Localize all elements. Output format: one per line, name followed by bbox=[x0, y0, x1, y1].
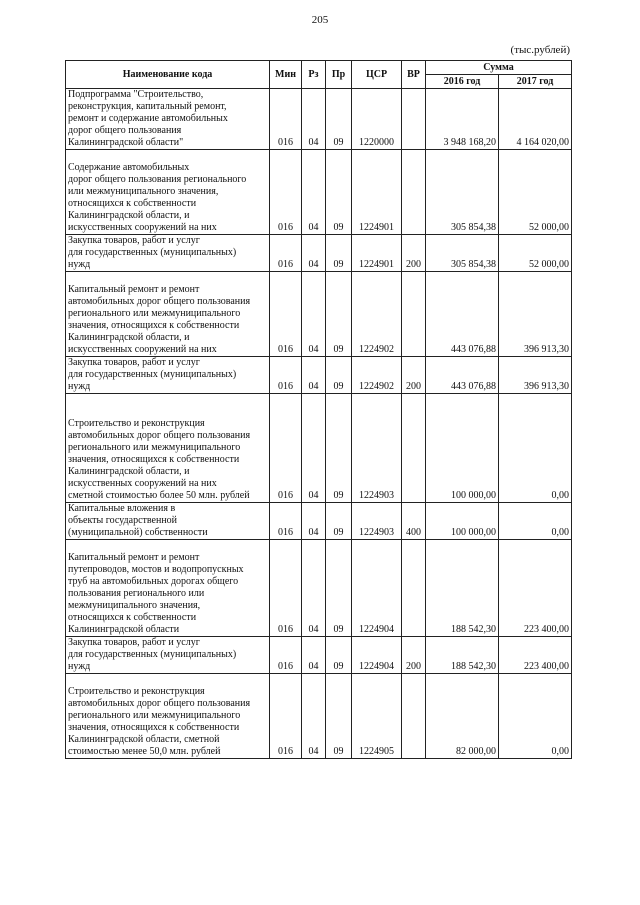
cell-y2016: 443 076,88 bbox=[426, 272, 499, 357]
header-sum: Сумма bbox=[426, 61, 572, 75]
cell-rz: 04 bbox=[302, 674, 326, 759]
header-2017: 2017 год bbox=[499, 75, 572, 89]
cell-pr: 09 bbox=[326, 503, 352, 540]
cell-rz: 04 bbox=[302, 540, 326, 637]
cell-name: Закупка товаров, работ и услуг для государственных (муниципальных) нужд bbox=[66, 357, 270, 394]
cell-rz: 04 bbox=[302, 89, 326, 150]
table-row bbox=[66, 150, 572, 235]
cell-min: 016 bbox=[270, 674, 302, 759]
cell-y2017: 52 000,00 bbox=[499, 150, 572, 235]
cell-y2017: 0,00 bbox=[499, 503, 572, 540]
table-row bbox=[66, 272, 572, 357]
cell-csr: 1224901 bbox=[352, 235, 402, 272]
cell-y2016: 305 854,38 bbox=[426, 150, 499, 235]
cell-min: 016 bbox=[270, 540, 302, 637]
table-row bbox=[66, 357, 572, 394]
cell-name: Строительство и реконструкция автомобильных дорог общего пользования регионального или межмуниципального значения, относящихся к собственности Калининградской области, и искусственных сооружений на них сметной стоимостью более 50 млн. рублей bbox=[66, 394, 270, 503]
cell-vr: 400 bbox=[402, 503, 426, 540]
cell-y2016: 188 542,30 bbox=[426, 540, 499, 637]
budget-table bbox=[65, 60, 572, 759]
cell-name: Капитальные вложения в объекты государственной (муниципальной) собственности bbox=[66, 503, 270, 540]
cell-y2017: 52 000,00 bbox=[499, 235, 572, 272]
cell-y2017: 223 400,00 bbox=[499, 540, 572, 637]
cell-rz: 04 bbox=[302, 357, 326, 394]
cell-pr: 09 bbox=[326, 637, 352, 674]
cell-min: 016 bbox=[270, 637, 302, 674]
cell-csr: 1224905 bbox=[352, 674, 402, 759]
cell-min: 016 bbox=[270, 235, 302, 272]
units-label: (тыс.рублей) bbox=[510, 44, 570, 56]
cell-min: 016 bbox=[270, 150, 302, 235]
cell-y2016: 82 000,00 bbox=[426, 674, 499, 759]
cell-y2016: 100 000,00 bbox=[426, 394, 499, 503]
cell-min: 016 bbox=[270, 357, 302, 394]
cell-rz: 04 bbox=[302, 272, 326, 357]
cell-y2016: 305 854,38 bbox=[426, 235, 499, 272]
header-csr: ЦСР bbox=[352, 61, 402, 89]
cell-min: 016 bbox=[270, 272, 302, 357]
table-row bbox=[66, 637, 572, 674]
table-row bbox=[66, 89, 572, 150]
cell-y2017: 0,00 bbox=[499, 674, 572, 759]
header-rz: Рз bbox=[302, 61, 326, 89]
cell-vr bbox=[402, 89, 426, 150]
cell-y2016: 3 948 168,20 bbox=[426, 89, 499, 150]
cell-vr: 200 bbox=[402, 637, 426, 674]
table-body bbox=[66, 89, 572, 759]
cell-vr bbox=[402, 150, 426, 235]
cell-csr: 1224901 bbox=[352, 150, 402, 235]
cell-y2017: 396 913,30 bbox=[499, 357, 572, 394]
cell-min: 016 bbox=[270, 394, 302, 503]
cell-pr: 09 bbox=[326, 235, 352, 272]
cell-csr: 1224903 bbox=[352, 503, 402, 540]
cell-vr bbox=[402, 394, 426, 503]
cell-rz: 04 bbox=[302, 637, 326, 674]
cell-y2016: 188 542,30 bbox=[426, 637, 499, 674]
table-row bbox=[66, 540, 572, 637]
cell-name: Капитальный ремонт и ремонт автомобильных дорог общего пользования регионального или межмуниципального значения, относящихся к собственности Калининградской области, и искусственных сооружений на них bbox=[66, 272, 270, 357]
cell-vr: 200 bbox=[402, 357, 426, 394]
cell-csr: 1224903 bbox=[352, 394, 402, 503]
cell-vr bbox=[402, 540, 426, 637]
table-row bbox=[66, 503, 572, 540]
cell-vr: 200 bbox=[402, 235, 426, 272]
cell-vr bbox=[402, 674, 426, 759]
header-pr: Пр bbox=[326, 61, 352, 89]
cell-name: Подпрограмма "Строительство, реконструкция, капитальный ремонт, ремонт и содержание автомобильных дорог общего пользования Калининградской области" bbox=[66, 89, 270, 150]
cell-csr: 1224904 bbox=[352, 540, 402, 637]
cell-pr: 09 bbox=[326, 272, 352, 357]
cell-csr: 1224904 bbox=[352, 637, 402, 674]
cell-min: 016 bbox=[270, 89, 302, 150]
table-row bbox=[66, 235, 572, 272]
cell-pr: 09 bbox=[326, 540, 352, 637]
cell-rz: 04 bbox=[302, 150, 326, 235]
cell-pr: 09 bbox=[326, 674, 352, 759]
cell-csr: 1224902 bbox=[352, 357, 402, 394]
cell-pr: 09 bbox=[326, 394, 352, 503]
cell-rz: 04 bbox=[302, 503, 326, 540]
cell-name: Закупка товаров, работ и услуг для государственных (муниципальных) нужд bbox=[66, 637, 270, 674]
cell-name: Закупка товаров, работ и услуг для государственных (муниципальных) нужд bbox=[66, 235, 270, 272]
cell-pr: 09 bbox=[326, 357, 352, 394]
cell-y2017: 223 400,00 bbox=[499, 637, 572, 674]
header-name: Наименование кода bbox=[66, 61, 270, 89]
table-row bbox=[66, 674, 572, 759]
header-2016: 2016 год bbox=[426, 75, 499, 89]
cell-y2017: 4 164 020,00 bbox=[499, 89, 572, 150]
cell-pr: 09 bbox=[326, 150, 352, 235]
cell-y2017: 0,00 bbox=[499, 394, 572, 503]
cell-y2016: 443 076,88 bbox=[426, 357, 499, 394]
cell-csr: 1224902 bbox=[352, 272, 402, 357]
table-row bbox=[66, 394, 572, 503]
page-number: 205 bbox=[311, 14, 329, 26]
cell-name: Капитальный ремонт и ремонт путепроводов, мостов и водопропускных труб на автомобильных дорогах общего пользования регионального или межмуниципального значения, относящихся к собственности Калининградской области bbox=[66, 540, 270, 637]
cell-y2017: 396 913,30 bbox=[499, 272, 572, 357]
cell-rz: 04 bbox=[302, 394, 326, 503]
cell-name: Строительство и реконструкция автомобильных дорог общего пользования регионального или межмуниципального значения, относящихся к собственности Калининградской области, сметной стоимостью менее 50,0 млн. рублей bbox=[66, 674, 270, 759]
cell-csr: 1220000 bbox=[352, 89, 402, 150]
cell-name: Содержание автомобильных дорог общего пользования регионального или межмуниципального значения, относящихся к собственности Калининградской области, и искусственных сооружений на них bbox=[66, 150, 270, 235]
cell-y2016: 100 000,00 bbox=[426, 503, 499, 540]
cell-rz: 04 bbox=[302, 235, 326, 272]
cell-pr: 09 bbox=[326, 89, 352, 150]
header-min: Мин bbox=[270, 61, 302, 89]
header-vr: ВР bbox=[402, 61, 426, 89]
cell-min: 016 bbox=[270, 503, 302, 540]
cell-vr bbox=[402, 272, 426, 357]
